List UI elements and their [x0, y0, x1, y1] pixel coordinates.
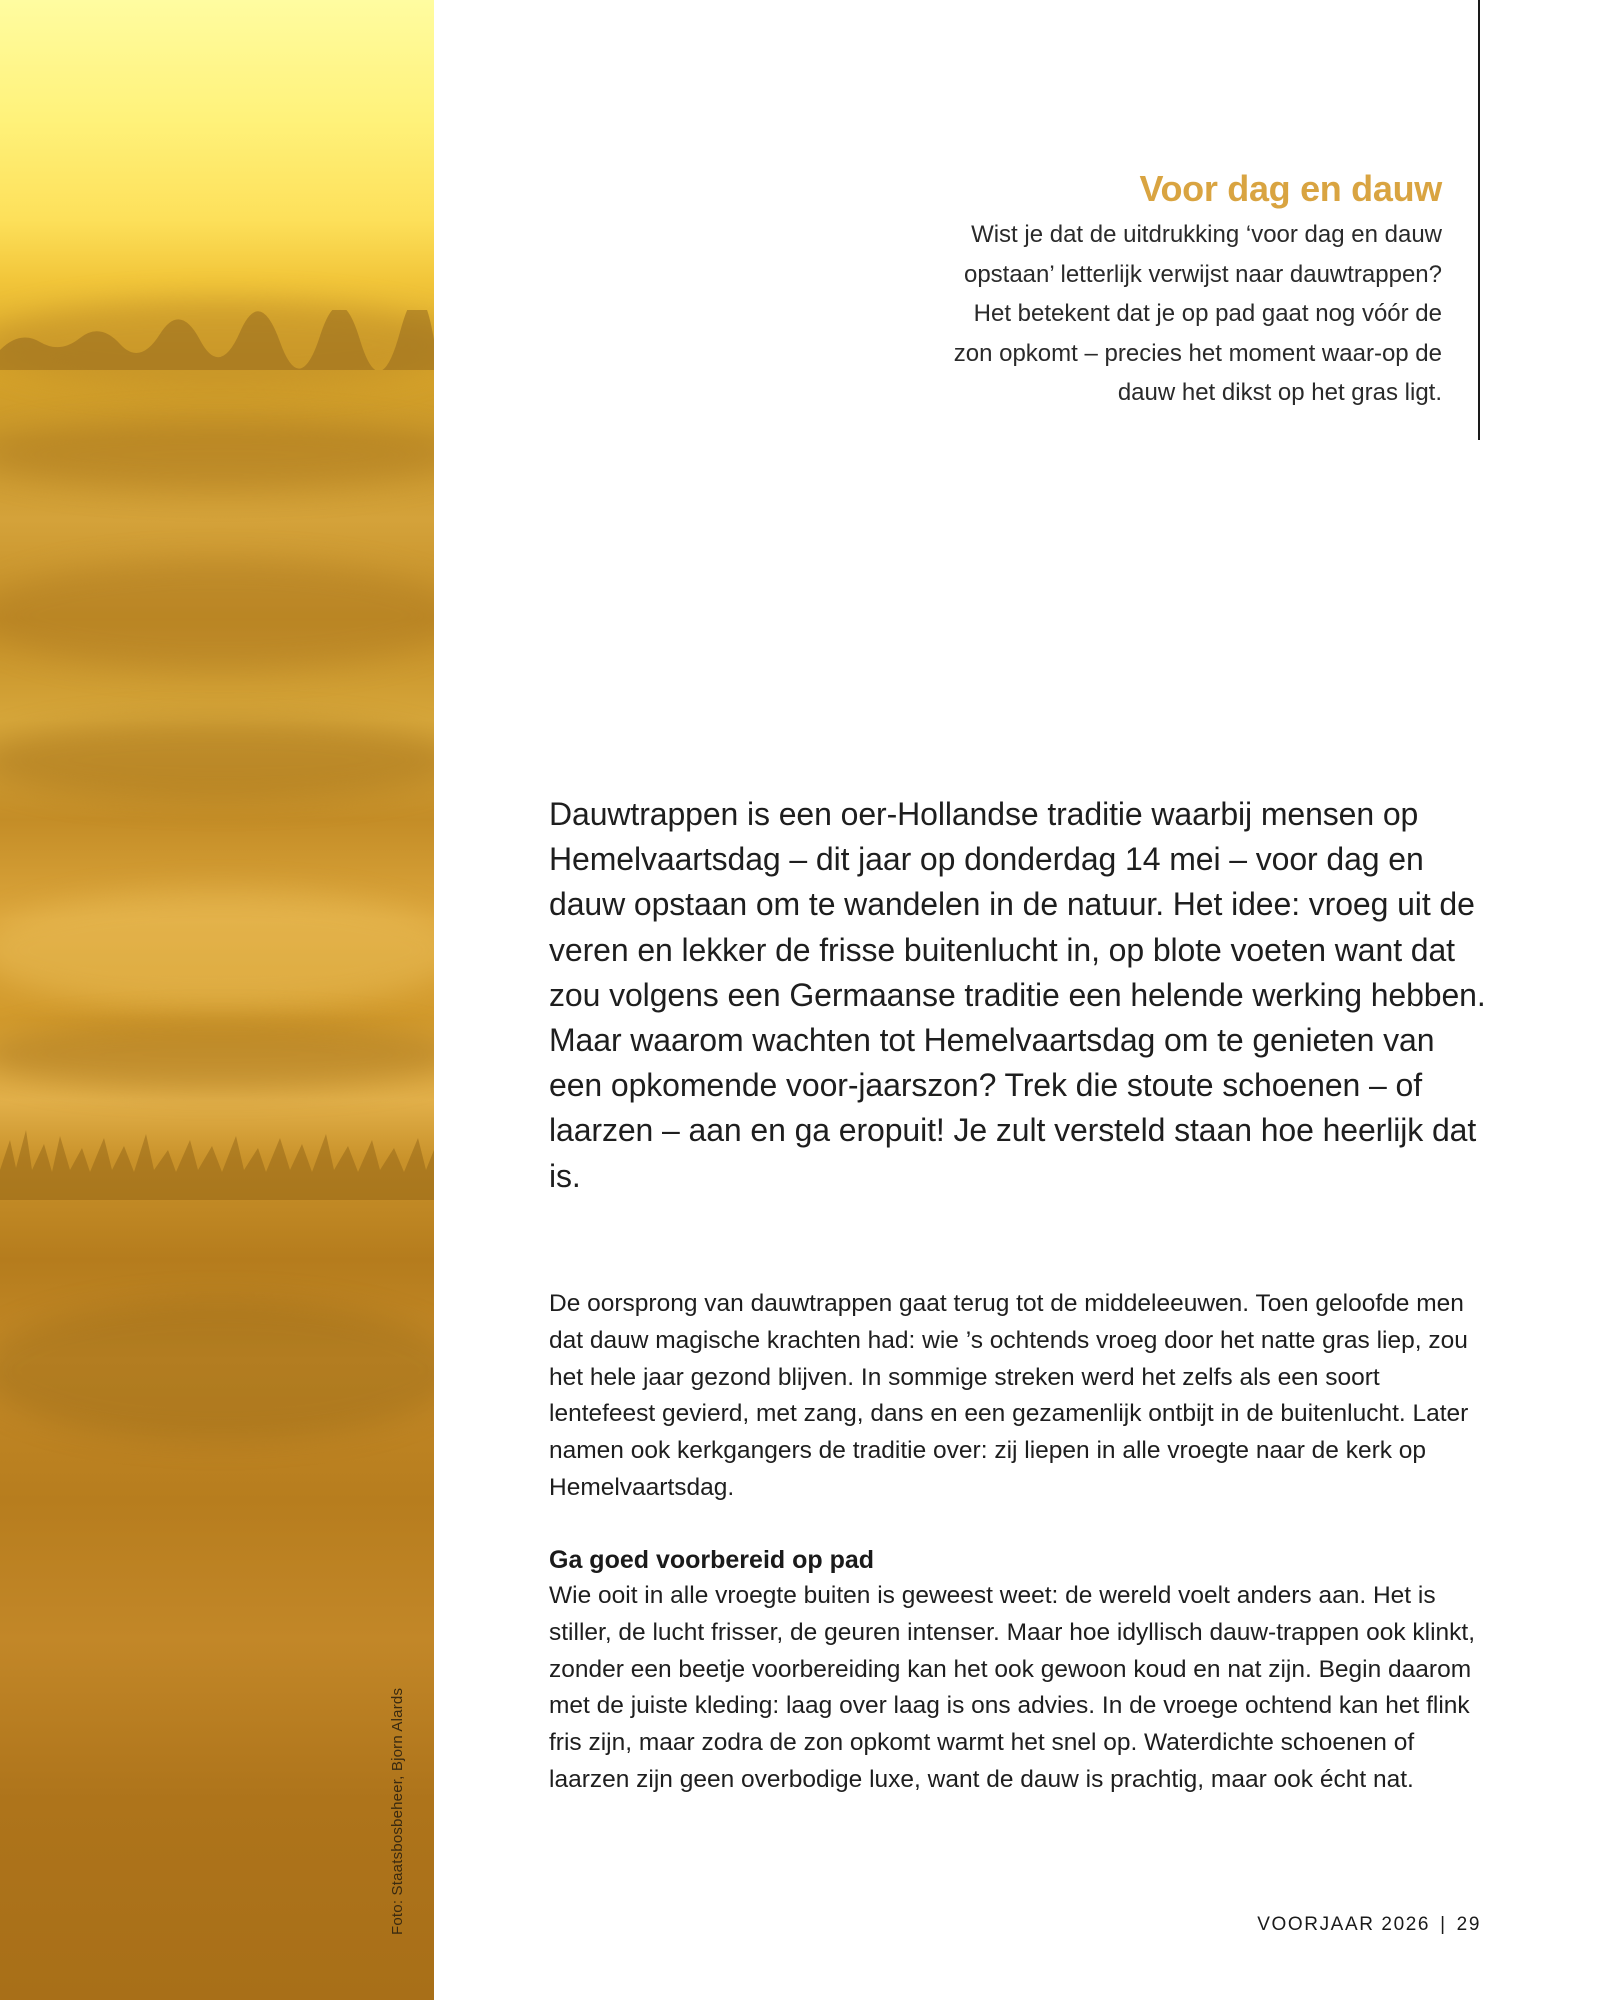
mist-band — [0, 560, 434, 670]
grass-silhouette — [0, 1110, 434, 1200]
sidebar-vertical-rule — [1478, 0, 1480, 440]
mist-band — [0, 420, 434, 490]
page-folio — [1257, 1914, 1481, 1936]
sidebar-body: Wist je dat de uitdrukking ‘voor dag en dauw opstaan’ letterlijk verwijst naar dauwtrappen? Het betekent dat je op pad gaat nog vóór de zon opkomt – precies het moment waar-op de dauw het dikst op het gras ligt. — [953, 221, 1442, 406]
article-lead: Dauwtrappen is een oer-Hollandse traditie waarbij mensen op Hemelvaartsdag – dit jaar op donderdag 14 mei – voor dag en dauw opstaan om te wandelen in de natuur. Het idee: vroeg uit de veren en lekker de frisse buitenlucht in, op blote voeten want dat zou volgens een Germaanse traditie een helende werking hebben. Maar waarom wachten tot Hemelvaartsdag om te genieten van een opkomende voor-jaarszon? Trek die stoute schoenen – of laarzen – aan en ga eropuit! Je zult versteld staan hoe heerlijk dat is. — [549, 796, 1486, 1194]
article-paragraph-1: De oorsprong van dauwtrappen gaat terug tot de middeleeuwen. Toen geloofde men dat dauw magische krachten had: wie ’s ochtends vroeg door het natte gras liep, zou het hele jaar gezond blijven. In sommige streken werd het zelfs als een soort lentefeest gevierd, met zang, dans en een gezamenlijk ontbijt in de buitenlucht. Later namen ook kerkgangers de traditie over: zij liepen in alle vroegte naar de kerk op Hemelvaartsdag. — [549, 1290, 1469, 1501]
sidebar-title: Voor dag en dauw — [1139, 168, 1442, 209]
mist-band — [0, 890, 434, 1010]
mist-band — [0, 720, 434, 800]
sunrise-dune-photo — [0, 0, 434, 2000]
article-subheading: Ga goed voorbereid op pad — [549, 1546, 875, 1574]
page-number: 29 — [1456, 1914, 1481, 1935]
mist-band — [0, 1020, 434, 1090]
mist-band — [0, 1300, 434, 1440]
photo-credit: Foto: Staatsbosbeheer, Bjorn Alards — [389, 1687, 406, 1935]
folio-separator: | — [1440, 1914, 1447, 1935]
tree-line-silhouette — [0, 310, 434, 370]
sidebar-box — [930, 165, 1442, 413]
issue-label: VOORJAAR 2026 — [1257, 1914, 1431, 1935]
article-paragraph-2: Wie ooit in alle vroegte buiten is geweest weet: de wereld voelt anders aan. Het is stiller, de lucht frisser, de geuren intenser. Maar hoe idyllisch dauw-trappen ook klinkt, zonder een beetje voorbereiding kan het ook gewoon koud en nat zijn. Begin daarom met de juiste kleding: laag over laag is ons advies. In de vroege ochtend kan het flink fris zijn, maar zodra de zon opkomt warmt het snel op. Waterdichte schoenen of laarzen zijn geen overbodige luxe, want de dauw is prachtig, maar ook écht nat. — [549, 1582, 1476, 1793]
